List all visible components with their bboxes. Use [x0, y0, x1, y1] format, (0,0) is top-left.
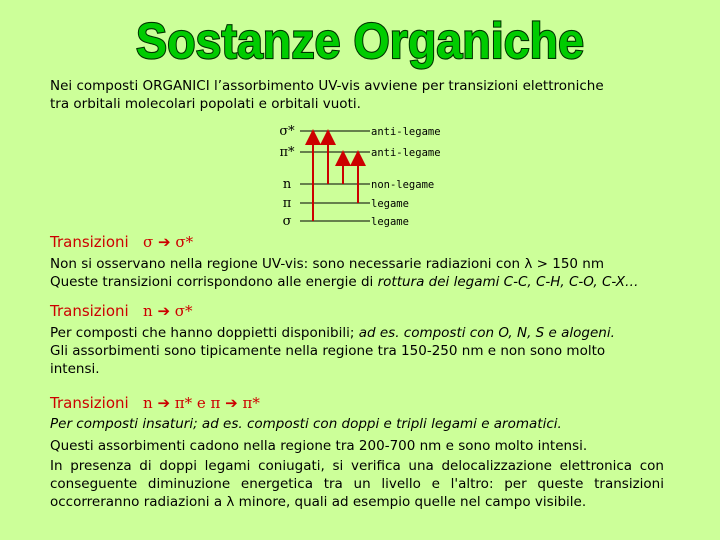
section-1-line-1: Non si osservano nella regione UV-vis: sono necessarie radiazioni con λ > 150 nm [50, 256, 605, 272]
section-1-line-2: Queste transizioni corrispondono alle energie di [50, 274, 378, 290]
level-label: legame [371, 216, 409, 228]
section-heading-pi-pi [50, 394, 260, 412]
intro-line-2: tra orbitali molecolari popolati e orbitali vuoti. [50, 96, 361, 112]
section-2-rest: Gli assorbimenti sono tipicamente nella regione tra 150-250 nm e non sono molto intensi. [50, 343, 606, 377]
section-2-line-1: Per composti che hanno doppietti disponibili; [50, 325, 359, 341]
intro-highlight: composti ORGANICI [76, 78, 210, 94]
level-symbol: π* [279, 145, 295, 160]
heading-formula: n ➔ π* e π ➔ π* [143, 394, 260, 412]
section-3-paragraph-1: Questi assorbimenti cadono nella regione tra 200-700 nm e sono molto intensi. [50, 438, 588, 454]
level-symbol: σ [282, 214, 292, 229]
heading-formula: σ ➔ σ* [143, 233, 194, 251]
intro-text: l’assorbimento UV-vis avviene per transizioni elettroniche [209, 78, 604, 94]
title-wordart [130, 2, 590, 70]
section-1-italic: rottura dei legami C-C, C-H, C-O, C-X… [377, 274, 639, 290]
level-label: anti-legame [371, 147, 441, 159]
level-label: non-legame [371, 179, 435, 191]
section-1-text [50, 255, 664, 291]
slide-title [0, 2, 720, 70]
section-3-paragraph-2: In presenza di doppi legami coniugati, si verifica una delocalizzazione elettronica con conseguente diminuzione energetica tra un livello e l'altro: per queste transizioni occorreranno radiazioni a λ minore, quali ad esempio quelle nel campo visibile. [50, 458, 664, 510]
level-label: anti-legame [371, 126, 441, 138]
section-heading-n-sigma [50, 302, 193, 320]
level-symbol: σ* [279, 124, 295, 139]
intro-paragraph [50, 77, 680, 113]
section-3-p1 [50, 437, 664, 455]
heading-formula: n ➔ σ* [143, 302, 193, 320]
title-text: Sostanze Organiche [136, 13, 584, 69]
level-symbol: π [282, 196, 292, 211]
level-symbol: n [282, 177, 292, 192]
section-heading-sigma-sigma [50, 233, 193, 251]
section-2-text [50, 324, 650, 378]
intro-text: Nei [50, 78, 77, 94]
heading-prefix: Transizioni [50, 233, 129, 251]
heading-prefix: Transizioni [50, 302, 129, 320]
level-label: legame [371, 198, 409, 210]
energy-level-diagram [270, 118, 450, 230]
section-3-p2 [50, 457, 664, 511]
section-2-italic: ad es. composti con O, N, S e alogeni. [358, 325, 615, 341]
heading-prefix: Transizioni [50, 394, 129, 412]
section-3-italic: Per composti insaturi; ad es. composti con doppi e tripli legami e aromatici. [50, 416, 562, 432]
section-3-italic-line [50, 415, 664, 433]
